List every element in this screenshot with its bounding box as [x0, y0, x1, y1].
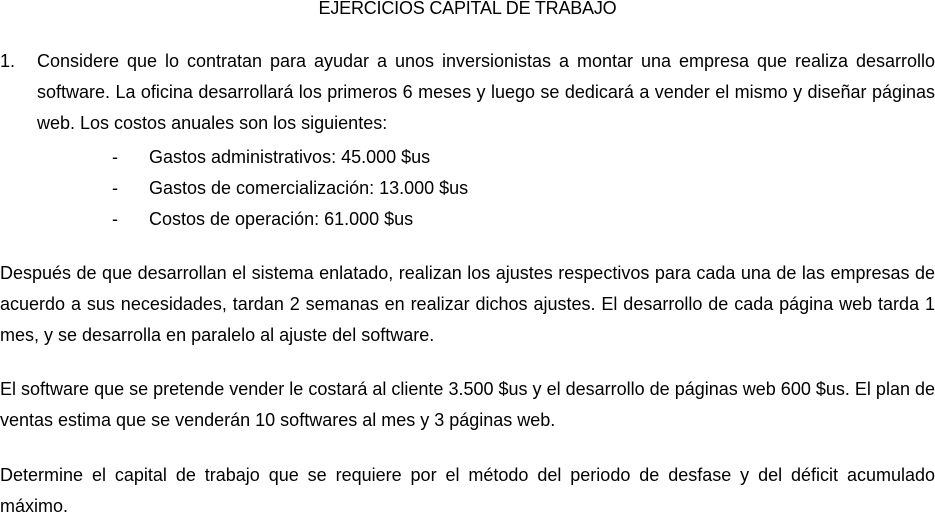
question-text: Considere que lo contratan para ayudar a unos inversionistas a montar una empresa que realiza desarrollo software. La oficina desarrollará los primeros 6 meses y luego se dedicará a vender el mismo y diseñar páginas web. Los costos anuales son los siguientes: — [37, 51, 935, 133]
cost-item-text: Gastos administrativos: 45.000 $us — [149, 147, 431, 167]
paragraph-adjustments: Después de que desarrollan el sistema enlatado, realizan los ajustes respectivos para cada una de las empresas de acuerdo a sus necesidades, tardan 2 semanas en realizar dichos ajustes. El desarrollo de cada página web tarda 1 mes, y se desarrolla en paralelo al ajuste del software. — [0, 263, 935, 345]
cost-item-text: Gastos de comercialización: 13.000 $us — [149, 178, 469, 198]
cost-item-text: Costos de operación: 61.000 $us — [149, 209, 414, 229]
document-title: EJERCICIOS CAPITAL DE TRABAJO — [318, 0, 617, 18]
paragraph-instruction: Determine el capital de trabajo que se requiere por el método del periodo de desfase y del déficit acumulado máximo. — [0, 465, 935, 516]
list-dash: - — [112, 147, 118, 167]
question-number: 1. — [0, 51, 16, 71]
list-dash: - — [112, 178, 118, 198]
paragraph-sales-plan: El software que se pretende vender le costará al cliente 3.500 $us y el desarrollo de páginas web 600 $us. El plan de ventas estima que se venderán 10 softwares al mes y 3 páginas web. — [0, 379, 935, 430]
list-dash: - — [112, 209, 118, 229]
